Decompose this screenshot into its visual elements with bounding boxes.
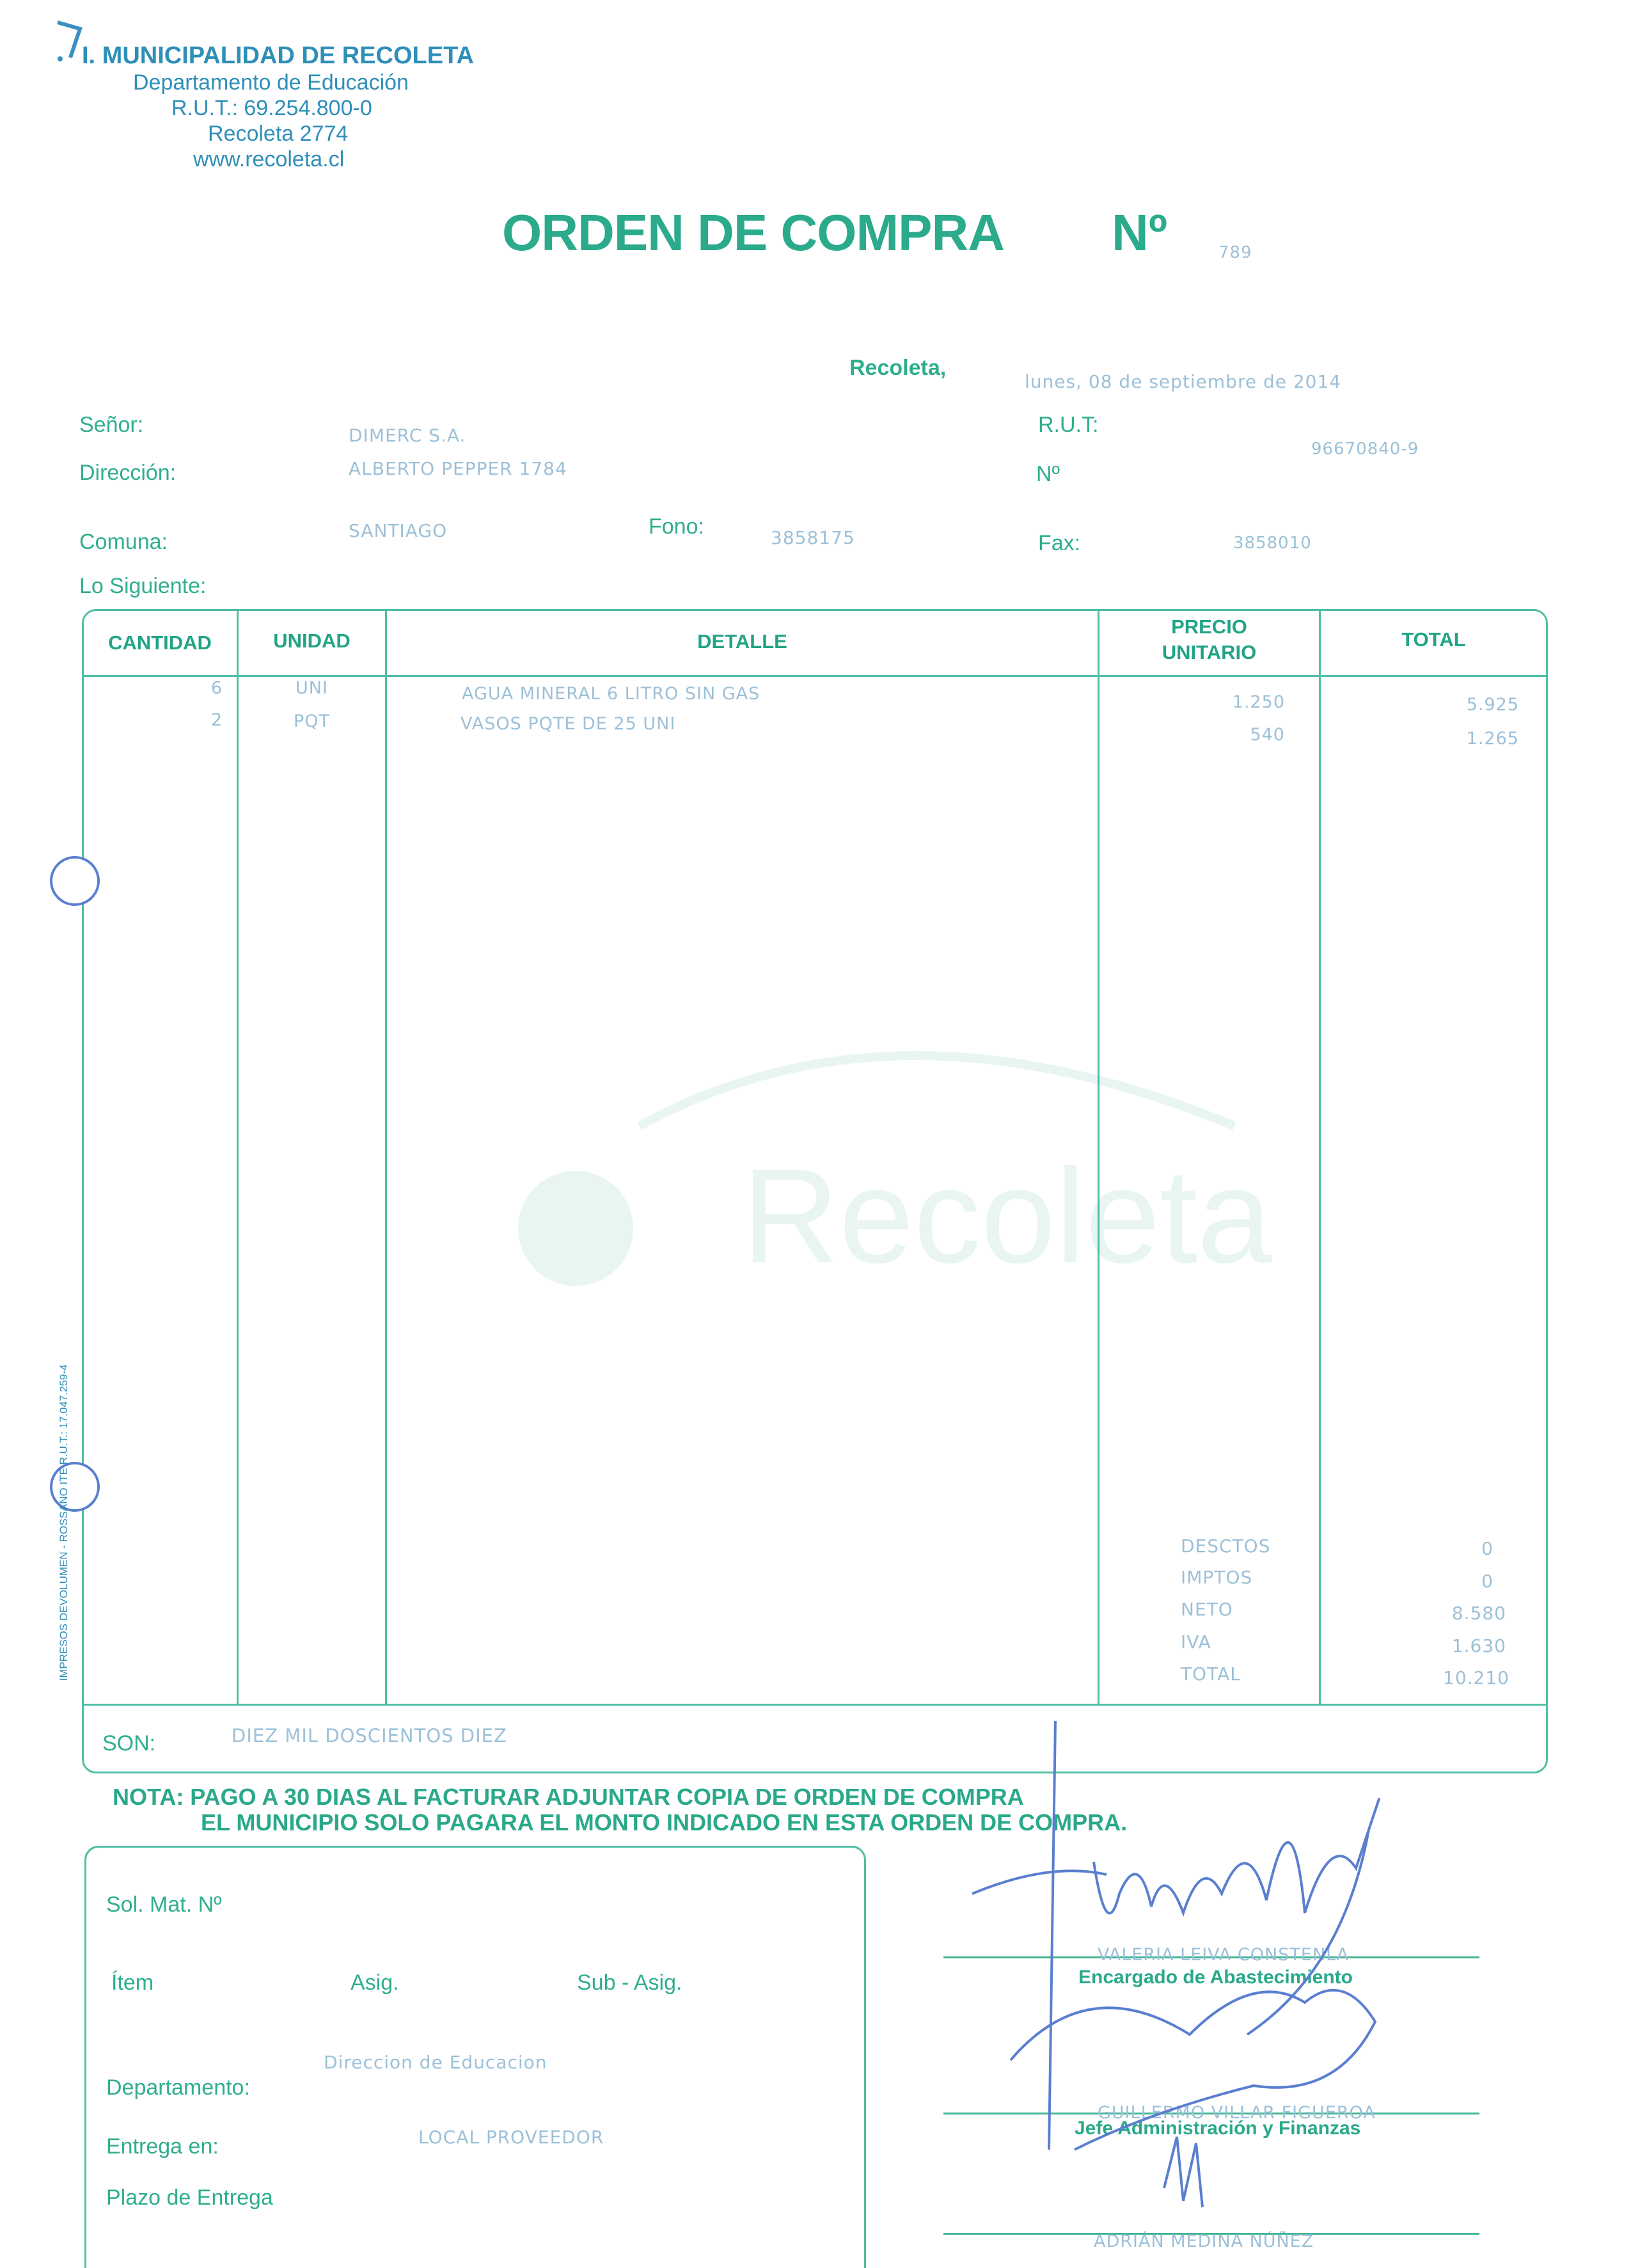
fono-label: Fono: bbox=[649, 514, 704, 539]
binder-hole-top bbox=[50, 856, 100, 906]
direccion-value: ALBERTO PEPPER 1784 bbox=[349, 458, 567, 479]
header-cantidad: CANTIDAD bbox=[108, 631, 212, 654]
plazo-label: Plazo de Entrega bbox=[106, 2185, 273, 2210]
row2-detalle: VASOS PQTE DE 25 UNI bbox=[461, 714, 676, 734]
signer-2-role: Jefe Administración y Finanzas bbox=[1075, 2118, 1361, 2139]
signer-1-name: VALERIA LEIVA CONSTENLA bbox=[1098, 1945, 1350, 1965]
place-label: Recoleta, bbox=[849, 356, 947, 380]
issuer-website: www.recoleta.cl bbox=[193, 147, 345, 171]
rut-label: R.U.T: bbox=[1038, 413, 1099, 437]
fono-value: 3858175 bbox=[771, 527, 855, 548]
summary-neto-label: NETO bbox=[1181, 1599, 1233, 1620]
departamento-label: Departamento: bbox=[106, 2075, 250, 2100]
signer-3-name: ADRIÁN MEDINA NÚÑEZ bbox=[1094, 2232, 1314, 2251]
header-precio bbox=[1099, 614, 1319, 665]
fax-value: 3858010 bbox=[1233, 534, 1312, 553]
row1-detalle: AGUA MINERAL 6 LITRO SIN GAS bbox=[462, 684, 760, 704]
comuna-label: Comuna: bbox=[79, 530, 168, 554]
summary-total-label: TOTAL bbox=[1181, 1663, 1241, 1685]
row2-precio: 540 bbox=[1250, 725, 1285, 745]
summary-desctos-value: 0 bbox=[1481, 1538, 1493, 1559]
sol-mat-label: Sol. Mat. Nº bbox=[106, 1892, 222, 1917]
header-precio-line2: UNITARIO bbox=[1162, 641, 1257, 663]
header-divider bbox=[83, 675, 1547, 677]
summary-total-value: 10.210 bbox=[1443, 1667, 1509, 1688]
son-label: SON: bbox=[102, 1731, 156, 1756]
summary-iva-value: 1.630 bbox=[1451, 1635, 1506, 1656]
header-detalle: DETALLE bbox=[697, 630, 787, 653]
rut-value: 96670840-9 bbox=[1311, 440, 1419, 459]
col-divider-1 bbox=[237, 610, 239, 1705]
entrega-value: LOCAL PROVEEDOR bbox=[418, 2127, 604, 2148]
item-label: Ítem bbox=[111, 1971, 154, 1995]
summary-desctos-label: DESCTOS bbox=[1181, 1535, 1271, 1557]
nota-line2: EL MUNICIPIO SOLO PAGARA EL MONTO INDICADO EN ESTA ORDEN DE COMPRA. bbox=[201, 1809, 1128, 1836]
summary-imptos-value: 0 bbox=[1481, 1571, 1493, 1592]
row2-total: 1.265 bbox=[1466, 729, 1519, 749]
order-number-label: Nº bbox=[1112, 204, 1167, 261]
departamento-value: Direccion de Educacion bbox=[324, 2052, 548, 2073]
issuer-name: I. MUNICIPALIDAD DE RECOLETA bbox=[82, 42, 474, 69]
summary-neto-value: 8.580 bbox=[1451, 1603, 1506, 1624]
no-label: Nº bbox=[1036, 462, 1060, 486]
comuna-value: SANTIAGO bbox=[349, 520, 448, 541]
issuer-address: Recoleta 2774 bbox=[208, 122, 349, 146]
header-total: TOTAL bbox=[1401, 628, 1466, 651]
signer-1-role: Encargado de Abastecimiento bbox=[1078, 1967, 1353, 1988]
summary-imptos-label: IMPTOS bbox=[1181, 1567, 1253, 1588]
watermark-logo bbox=[448, 998, 1343, 1331]
row1-unidad: UNI bbox=[295, 678, 328, 698]
senor-value: DIMERC S.A. bbox=[349, 425, 466, 446]
nota-line1: NOTA: PAGO A 30 DIAS AL FACTURAR ADJUNTAR COPIA DE ORDEN DE COMPRA bbox=[113, 1784, 1024, 1810]
row2-unidad: PQT bbox=[293, 711, 331, 731]
lo-siguiente-label: Lo Siguiente: bbox=[79, 574, 207, 598]
direccion-label: Dirección: bbox=[79, 461, 177, 485]
col-divider-2 bbox=[385, 610, 387, 1705]
sub-asig-label: Sub - Asig. bbox=[577, 1971, 682, 1995]
handwritten-signatures bbox=[947, 1702, 1458, 2246]
row1-cantidad: 6 bbox=[210, 678, 223, 698]
issuer-rut: R.U.T.: 69.254.800-0 bbox=[171, 96, 372, 120]
date-value: lunes, 08 de septiembre de 2014 bbox=[1025, 371, 1342, 392]
fax-label: Fax: bbox=[1038, 531, 1081, 555]
entrega-label: Entrega en: bbox=[106, 2134, 219, 2159]
issuer-department: Departamento de Educación bbox=[133, 70, 409, 95]
senor-label: Señor: bbox=[79, 413, 144, 437]
son-value: DIEZ MIL DOSCIENTOS DIEZ bbox=[232, 1725, 507, 1747]
summary-iva-label: IVA bbox=[1181, 1631, 1211, 1653]
header-precio-line1: PRECIO bbox=[1171, 615, 1247, 638]
side-print-text: IMPRESOS DEVOLUMEN - ROSSANO ITE R.U.T.: 17.047.259-4 bbox=[58, 1364, 70, 1681]
document-title: ORDEN DE COMPRA bbox=[502, 204, 1005, 261]
order-number-value: 789 bbox=[1218, 243, 1252, 262]
row1-precio: 1.250 bbox=[1232, 692, 1285, 712]
row1-total: 5.925 bbox=[1466, 695, 1519, 715]
watermark-text: Recoleta bbox=[742, 1141, 1272, 1291]
row2-cantidad: 2 bbox=[210, 710, 223, 730]
header-unidad: UNIDAD bbox=[273, 630, 351, 652]
signer-2-name: GUILLERMO VILLAR FIGUEROA bbox=[1098, 2103, 1376, 2123]
asig-label: Asig. bbox=[351, 1971, 399, 1995]
